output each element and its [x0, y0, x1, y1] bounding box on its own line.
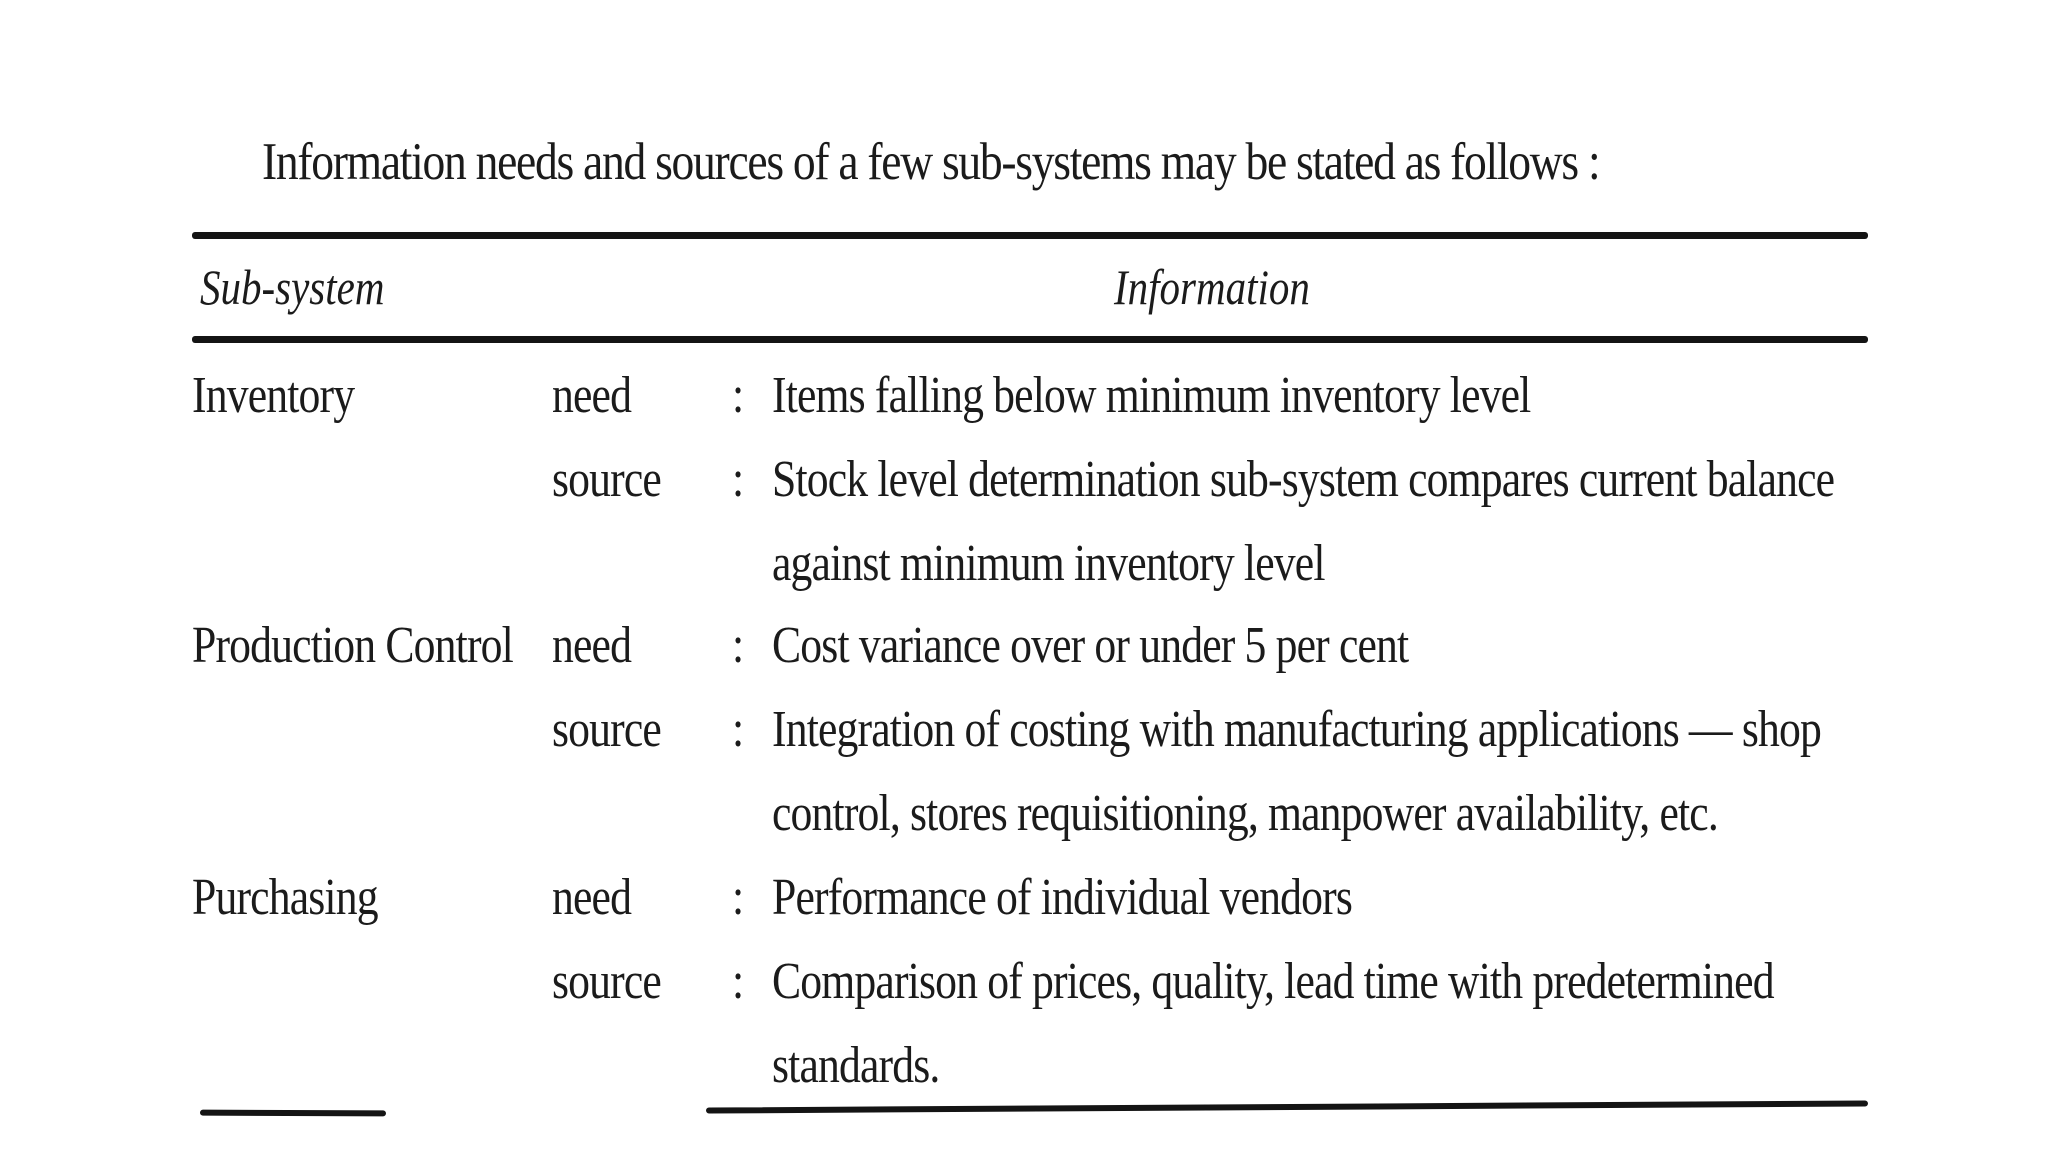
inventory-need-colon: :: [732, 367, 744, 424]
purchasing-source-label: source: [552, 953, 661, 1010]
inventory-source-label: source: [552, 451, 661, 508]
inventory-source-colon: :: [732, 451, 744, 508]
header-subsystem: Sub-system: [200, 259, 385, 315]
header-information: Information: [1114, 259, 1310, 315]
inventory-need-text: Items falling below minimum inventory level: [772, 367, 1531, 424]
production-source-line-2: control, stores requisitioning, manpower availability, etc.: [772, 785, 1718, 842]
inventory-source-line-1: Stock level determination sub-system compares current balance: [772, 451, 1835, 508]
table-bottom-rule-right: [706, 1100, 1868, 1113]
purchasing-source-colon: :: [732, 953, 744, 1010]
purchasing-need-text: Performance of individual vendors: [772, 869, 1352, 926]
production-source-colon: :: [732, 701, 744, 758]
purchasing-need-colon: :: [732, 869, 744, 926]
production-need-colon: :: [732, 617, 744, 674]
production-source-line-1: Integration of costing with manufacturing applications — shop: [772, 701, 1822, 758]
purchasing-need-label: need: [552, 869, 632, 926]
subsystem-purchasing: Purchasing: [192, 869, 378, 926]
subsystem-inventory: Inventory: [192, 367, 355, 424]
production-need-text: Cost variance over or under 5 per cent: [772, 617, 1409, 674]
purchasing-source-line-1: Comparison of prices, quality, lead time with predetermined: [772, 953, 1774, 1010]
table-header-rule: [192, 336, 1868, 343]
inventory-source-line-2: against minimum inventory level: [772, 535, 1325, 592]
purchasing-source-line-2: standards.: [772, 1037, 940, 1094]
subsystem-production-control: Production Control: [192, 617, 513, 674]
intro-sentence: Information needs and sources of a few sub-systems may be stated as follows :: [262, 133, 1600, 191]
table-top-rule: [192, 232, 1868, 239]
table-bottom-rule-left: [200, 1110, 386, 1117]
production-source-label: source: [552, 701, 661, 758]
inventory-need-label: need: [552, 367, 632, 424]
production-need-label: need: [552, 617, 632, 674]
